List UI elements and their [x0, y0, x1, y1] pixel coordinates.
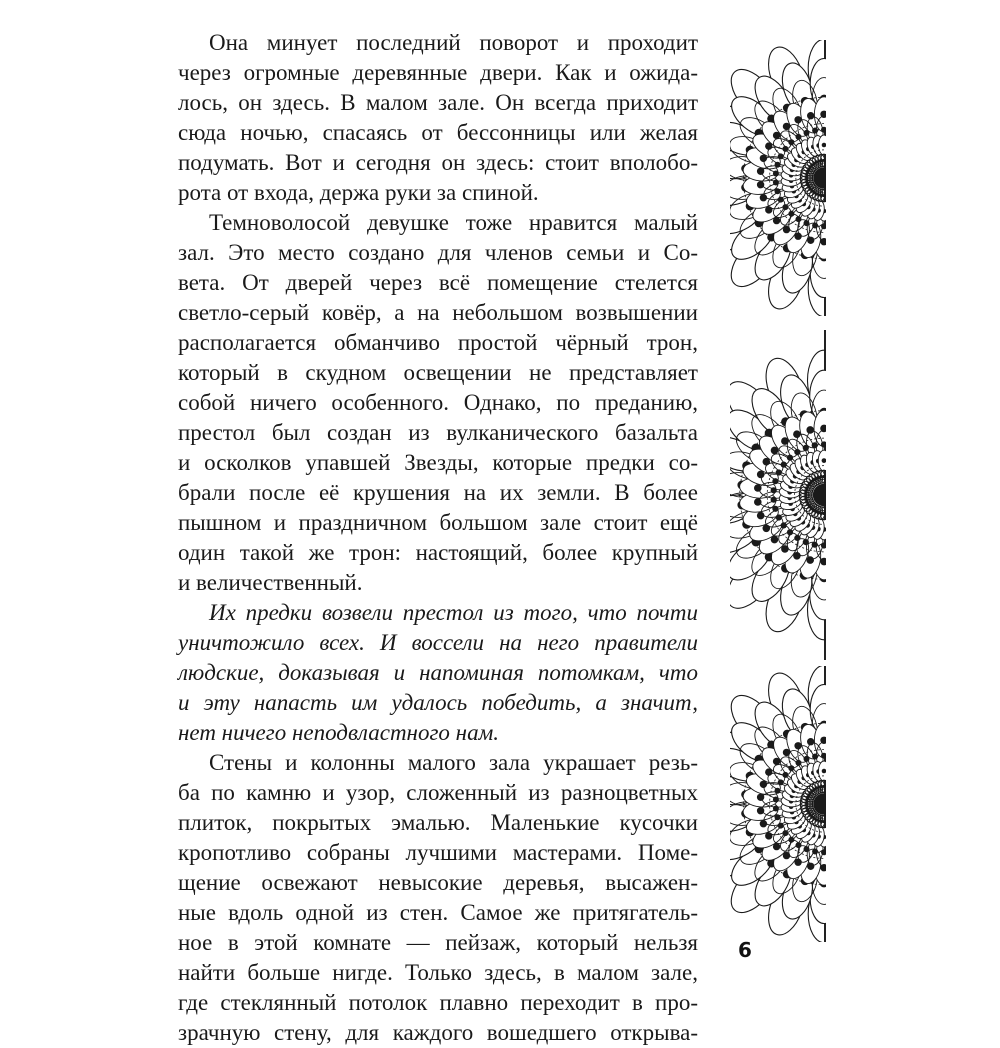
text-line: людские, доказывая и напоминая потомкам, что	[178, 660, 698, 685]
mandala-ornament-bottom	[730, 666, 826, 942]
text-line: который в скудном освещении не представляет	[178, 360, 698, 385]
text-line: пышном и праздничном большом зале стоит ещё	[178, 510, 698, 535]
text-line: и эту напасть им удалось победить, а значит,	[178, 690, 698, 715]
text-line: ное в этой комнате — пейзаж, который нельзя	[178, 930, 698, 955]
text-line: уничтожило всех. И воссели на него правители	[178, 630, 698, 655]
body-text	[178, 28, 698, 1048]
text-line: один такой же трон: настоящий, более крупный	[178, 540, 698, 565]
text-line: подумать. Вот и сегодня он здесь: стоит вполобо-	[178, 150, 698, 175]
text-line: где стеклянный потолок плавно переходит в про-	[178, 990, 698, 1015]
text-line: брали после её крушения на их земли. В более	[178, 480, 698, 505]
text-line: через огромные деревянные двери. Как и ожида-	[178, 60, 698, 85]
text-line: плиток, покрытых эмалью. Маленькие кусочки	[178, 810, 698, 835]
page-number: 6	[738, 938, 752, 962]
text-line: зрачную стену, для каждого вошедшего открыва-	[178, 1020, 698, 1045]
text-line: ные вдоль одной из стен. Самое же притягатель-	[178, 900, 698, 925]
text-line: Стены и колонны малого зала украшает резь-	[209, 750, 698, 775]
text-line: щение освежают невысокие деревья, высажен-	[178, 870, 698, 895]
text-line: вета. От дверей через всё помещение стелется	[178, 270, 698, 295]
text-line: рота от входа, держа руки за спиной.	[178, 180, 539, 205]
text-line: Их предки возвели престол из того, что почти	[209, 600, 698, 625]
text-line: престол был создан из вулканического базальта	[178, 420, 698, 445]
text-line: сюда ночью, спасаясь от бессонницы или желая	[178, 120, 698, 145]
text-line: лось, он здесь. В малом зале. Он всегда приходит	[178, 90, 698, 115]
text-line: и осколков упавшей Звезды, которые предки со-	[178, 450, 698, 475]
text-line: кропотливо собраны лучшими мастерами. Поме-	[178, 840, 698, 865]
text-line: Темноволосой девушке тоже нравится малый	[209, 210, 698, 235]
text-line: зал. Это место создано для членов семьи и Со-	[178, 240, 698, 265]
text-line: нет ничего неподвластного нам.	[178, 720, 500, 745]
text-line: найти больше нигде. Только здесь, в малом зале,	[178, 960, 698, 985]
text-line: располагается обманчиво простой чёрный трон,	[178, 330, 698, 355]
text-line: собой ничего особенного. Однако, по преданию,	[178, 390, 698, 415]
mandala-ornament-middle	[730, 330, 826, 660]
text-line: Она минует последний поворот и проходит	[209, 30, 698, 55]
mandala-ornament-top	[730, 40, 826, 316]
text-line: светло-серый ковёр, а на небольшом возвышении	[178, 300, 698, 325]
text-line: и величественный.	[178, 570, 363, 595]
text-line: ба по камню и узор, сложенный из разноцветных	[178, 780, 698, 805]
